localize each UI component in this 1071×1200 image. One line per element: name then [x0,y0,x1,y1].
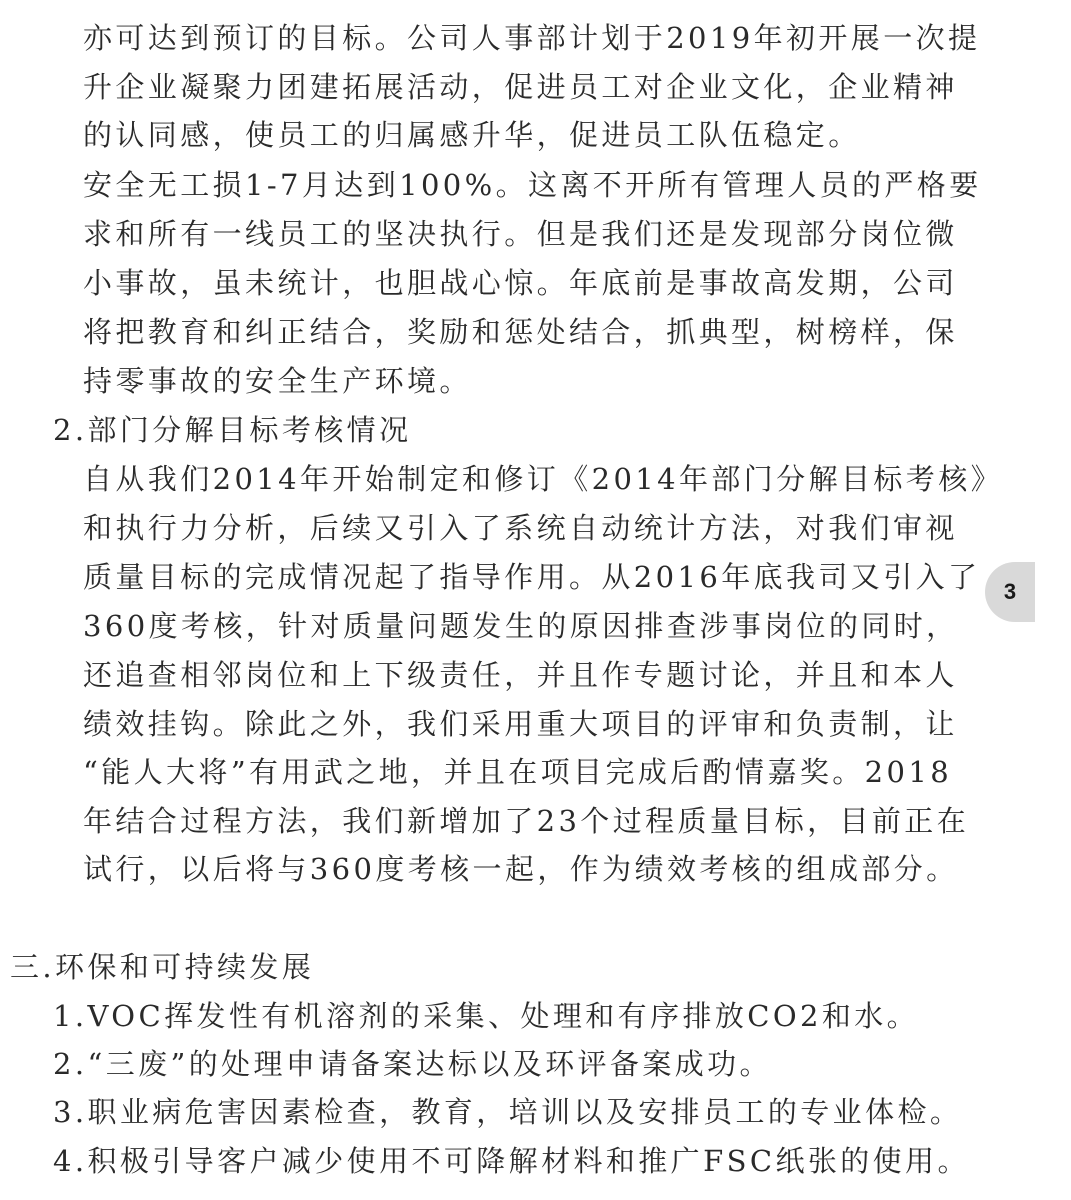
body-text-line: 安全无工损1-7月达到100%。这离不开所有管理人员的严格要 [83,168,982,202]
list-item: 2.“三废”的处理申请备案达标以及环评备案成功。 [53,1047,772,1081]
body-text-line: 试行，以后将与360度考核一起，作为绩效考核的组成部分。 [83,852,959,886]
body-text-line: 和执行力分析，后续又引入了系统自动统计方法，对我们审视 [83,511,958,545]
list-item: 4.积极引导客户减少使用不可降解材料和推广FSC纸张的使用。 [53,1144,970,1178]
page-number-tab [985,562,1035,622]
body-text-line: 还追查相邻岗位和上下级责任，并且作专题讨论，并且和本人 [83,658,958,692]
section-heading: 2.部门分解目标考核情况 [53,413,412,447]
list-item: 3.职业病危害因素检查，教育，培训以及安排员工的专业体检。 [53,1095,963,1129]
body-text-line: 自从我们2014年开始制定和修订《2014年部门分解目标考核》 [83,462,1004,496]
body-text-line: 持零事故的安全生产环境。 [83,364,472,398]
body-text-line: 求和所有一线员工的坚决执行。但是我们还是发现部分岗位微 [83,217,958,251]
list-item: 1.VOC挥发性有机溶剂的采集、处理和有序排放CO2和水。 [53,999,920,1033]
body-text-line: 的认同感，使员工的归属感升华，促进员工队伍稳定。 [83,118,861,152]
page-number: 3 [1003,579,1017,604]
chapter-heading: 三.环保和可持续发展 [10,950,315,984]
body-text-line: 绩效挂钩。除此之外，我们采用重大项目的评审和负责制，让 [83,707,958,741]
body-text-line: 质量目标的完成情况起了指导作用。从2016年底我司又引入了 [83,560,981,594]
body-text-line: 将把教育和纠正结合，奖励和惩处结合，抓典型，树榜样，保 [83,315,958,349]
body-text-line: 亦可达到预订的目标。公司人事部计划于2019年初开展一次提 [83,21,981,55]
body-text-line: 升企业凝聚力团建拓展活动，促进员工对企业文化，企业精神 [83,70,958,104]
body-text-line: “能人大将”有用武之地，并且在项目完成后酌情嘉奖。2018 [83,755,953,789]
body-text-line: 360度考核，针对质量问题发生的原因排查涉事岗位的同时， [83,609,959,643]
body-text-line: 年结合过程方法，我们新增加了23个过程质量目标，目前正在 [83,804,970,838]
body-text-line: 小事故，虽未统计，也胆战心惊。年底前是事故高发期，公司 [83,266,958,300]
